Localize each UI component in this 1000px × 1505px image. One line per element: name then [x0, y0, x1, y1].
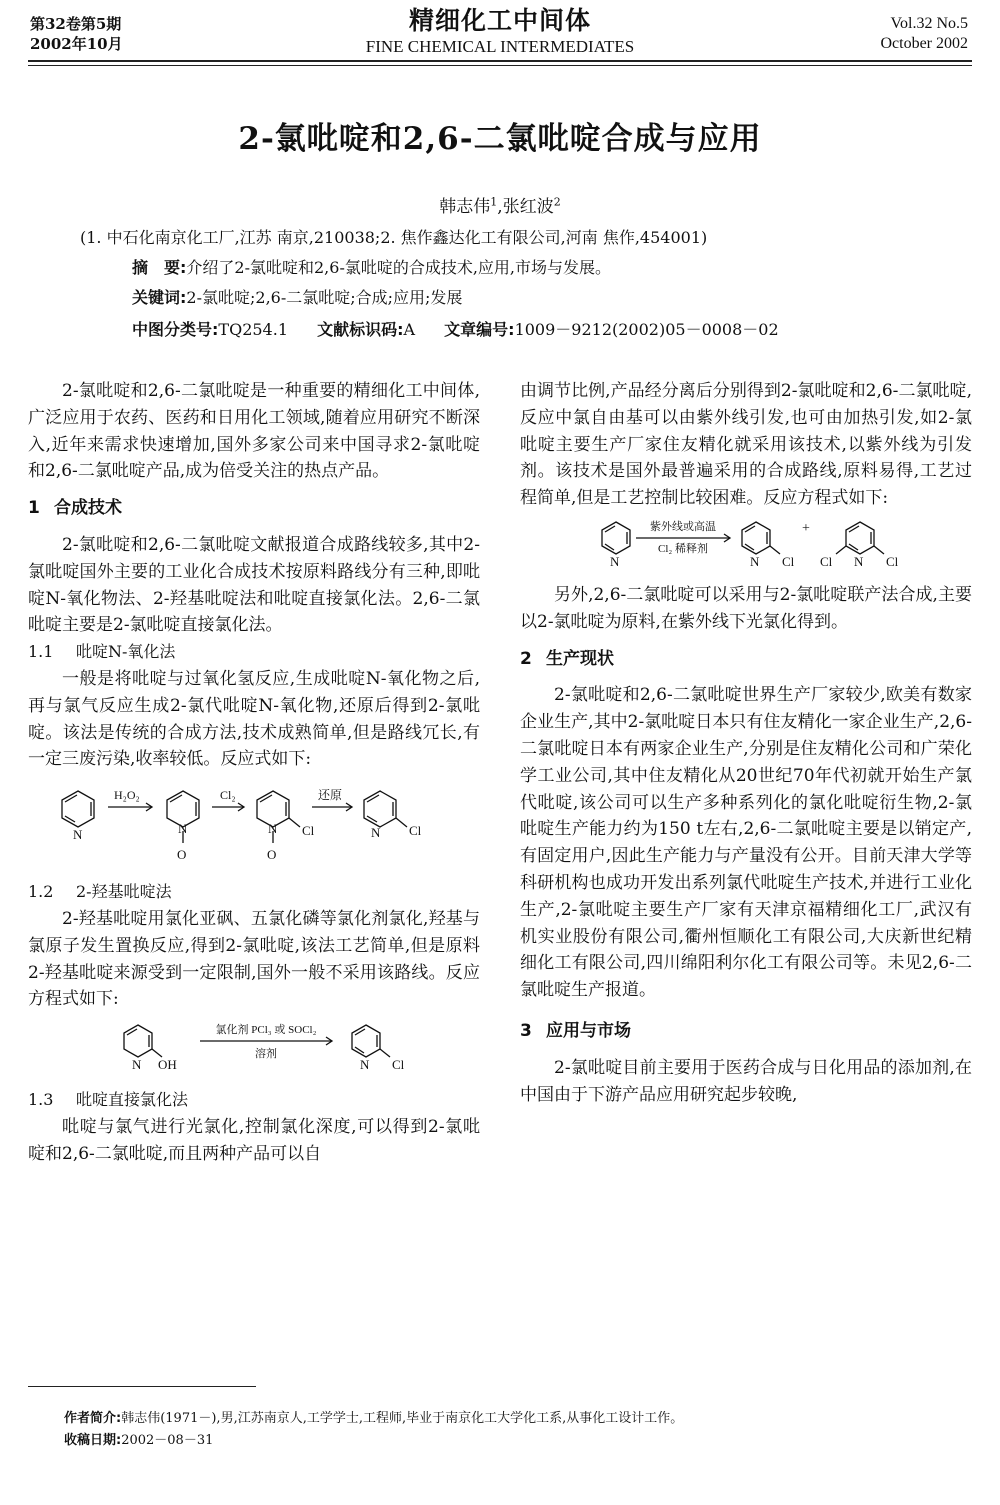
section-1-2-paragraph: 2-羟基吡啶用氯化亚砜、五氯化磷等氯化剂氯化,羟基与氯原子发生置换反应,得到2-氯吡啶,该法工艺简单,但是原料2-羟基吡啶来源受到一定限制,国外一般不采用该路线。反应方程式如下: — [28, 908, 480, 1010]
section-1-title: 合成技术 — [54, 498, 122, 519]
classification — [132, 318, 779, 342]
clc-label: 中图分类号: — [132, 320, 219, 339]
date-en: October 2002 — [880, 35, 968, 52]
section-1-3-heading — [28, 1087, 480, 1114]
section-1-heading — [28, 495, 480, 522]
section-1-2-heading — [28, 879, 480, 906]
reagent-solvent: 溶剂 — [255, 1048, 277, 1061]
section-1-3-paragraph: 吡啶与氯气进行光氯化,控制氯化深度,可以得到2-氯吡啶和2,6-二氯吡啶,而且两种产品可以自 — [28, 1116, 480, 1164]
n-atom-4: N — [371, 825, 381, 841]
footnote — [64, 1408, 683, 1452]
journal-volume-en — [880, 14, 968, 54]
section-1-paragraph: 2-氯吡啶和2,6-二氯吡啶文献报道合成路线较多,其中2-氯吡啶国外主要的工业化合成技术按原料路线分有三种,即吡啶N-氧化物法、2-羟基吡啶法和吡啶直接氯化法。2,6-二氯吡啶主要是2-氯吡啶直接氯化法。 — [28, 534, 480, 636]
continued-paragraph: 由调节比例,产品经分离后分别得到2-氯吡啶和2,6-二氯吡啶,反应中氯自由基可以由紫外线引发,也可由加热引发,如2-氯吡啶主要生产厂家住友精化就采用该技术,以紫外线为引发剂。该技术是国外最普遍采用的合成路线,原料易得,工艺过程简单,但是工艺控制比较困难。反应方程式如下: — [520, 381, 972, 509]
n-atom-6: N — [360, 1057, 370, 1073]
journal-name-en: FINE CHEMICAL INTERMEDIATES — [365, 37, 635, 56]
doc-code-value: A — [403, 320, 416, 339]
cl-atom-6: Cl — [886, 553, 899, 569]
right-column — [520, 378, 972, 1108]
after-reaction-paragraph: 另外,2,6-二氯吡啶可以采用与2-氯吡啶联产法合成,主要以2-氯吡啶为原料,在紫外线下光氯化得到。 — [520, 584, 972, 632]
reagent-h2o2: H₂O₂ — [114, 788, 140, 803]
received-date — [64, 1430, 683, 1452]
affiliation: (1. 中石化南京化工厂,江苏 南京,210038;2. 焦作鑫达化工有限公司,河南 焦作,454001) — [80, 228, 708, 247]
section-2-paragraph: 2-氯吡啶和2,6-二氯吡啶世界生产厂家较少,欧美有数家企业生产,其中2-氯吡啶日本只有住友精化一家企业生产,2,6-二氯吡啶日本有两家企业生产,分别是住友精化公司和广荣化学工业公司,其中住友精化从20世纪70年代初就开始生产氯代吡啶,该公司可以生产多种系列化的氯化吡啶衍生物,2-氯吡啶生产能力约为150 t左右,2,6-二氯吡啶主要是以销定产,有固定用户,因此生产能力与产量没有公开。目前天津大学等科研机构也成功开发出系列氯代吡啶生产技术,并进行工业化生产,2-氯吡啶主要生产厂家有天津京福精细化工厂,武汉有机实业股份有限公司,衢州恒顺化工有限公司,大庆新世纪精细化工有限公司,四川绵阳利尔化工有限公司等。未见2,6-二氯吡啶生产报道。 — [520, 685, 972, 1001]
cl-atom-2: Cl — [409, 823, 422, 839]
reaction-scheme-n-oxide — [28, 777, 480, 875]
n-atom-7: N — [610, 553, 620, 569]
reaction-scheme-direct-chlorination — [520, 516, 972, 578]
o-atom-2: O — [267, 847, 277, 863]
section-3-number: 3 — [520, 1020, 532, 1041]
section-1-2-number: 1.2 — [28, 882, 54, 902]
n-atom-3: N — [268, 821, 278, 837]
n-atom-1: N — [73, 827, 83, 843]
n-atom-8: N — [750, 553, 760, 569]
received-date-value: 2002－08－31 — [121, 1433, 214, 1448]
article-no-label: 文章编号: — [444, 320, 515, 339]
plus-sign: + — [802, 520, 810, 536]
keywords-text: 2-氯吡啶;2,6-二氯吡啶;合成;应用;发展 — [186, 288, 463, 307]
section-2-title: 生产现状 — [546, 648, 614, 669]
oh-group: OH — [158, 1057, 177, 1073]
author-bio — [64, 1408, 683, 1430]
section-2-heading — [520, 646, 972, 673]
reagent-cl2: Cl₂ — [220, 788, 236, 803]
section-3-title: 应用与市场 — [546, 1020, 631, 1041]
section-2-number: 2 — [520, 648, 532, 669]
n-atom-9: N — [854, 553, 864, 569]
intro-paragraph: 2-氯吡啶和2,6-二氯吡啶是一种重要的精细化工中间体,广泛应用于农药、医药和日用化工领域,随着应用研究不断深入,近年来需求快速增加,国外多家公司来中国寻求2-氯吡啶和2,6-二氯吡啶产品,成为倍受关注的热点产品。 — [28, 381, 480, 482]
section-3-heading — [520, 1018, 972, 1045]
reagent-chlorinating-agent: 氯化剂 PCl₃ 或 SOCl₂ — [215, 1024, 317, 1037]
journal-name — [0, 6, 1000, 58]
abstract-text: 介绍了2-氯吡啶和2,6-氯吡啶的合成技术,应用,市场与发展。 — [186, 258, 612, 277]
author-2-sup: 2 — [553, 195, 561, 209]
cl-atom-1: Cl — [302, 823, 315, 839]
section-1-3-title: 吡啶直接氯化法 — [76, 1090, 189, 1110]
n-atom-5: N — [132, 1057, 142, 1073]
volume-issue-cn: 第32卷第5期 — [30, 15, 122, 33]
o-atom-1: O — [177, 847, 187, 863]
author-1-sup: 1 — [490, 195, 498, 209]
section-1-number: 1 — [28, 498, 40, 519]
received-date-label: 收稿日期: — [64, 1433, 122, 1448]
n-atom-2: N — [178, 821, 188, 837]
section-1-1-heading — [28, 639, 480, 666]
author-1: 韩志伟 — [439, 197, 491, 217]
cl-atom-5: Cl — [820, 553, 833, 569]
volume-issue-en: Vol.32 No.5 — [890, 15, 968, 32]
reagent-reduction: 还原 — [318, 788, 343, 803]
footnote-rule — [28, 1386, 256, 1387]
article-title: 2-氯吡啶和2,6-二氯吡啶合成与应用 — [238, 121, 762, 157]
authors — [0, 192, 1000, 217]
cl-atom-4: Cl — [782, 553, 795, 569]
article-no-value: 1009－9212(2002)05－0008－02 — [514, 320, 779, 339]
reagent-cl2-diluent: Cl₂ 稀释剂 — [658, 542, 708, 555]
author-sep: , — [497, 197, 503, 217]
reagent-uv-heat: 紫外线或高温 — [650, 520, 716, 533]
keywords-label: 关键词: — [132, 288, 187, 307]
abstract-label: 摘 要: — [132, 258, 187, 277]
section-1-1-number: 1.1 — [28, 642, 54, 662]
date-cn: 2002年10月 — [30, 35, 123, 53]
author-bio-label: 作者简介: — [64, 1411, 122, 1426]
section-1-1-paragraph: 一般是将吡啶与过氧化氢反应,生成吡啶N-氧化物之后,再与氯气反应生成2-氯代吡啶N-氧化物,还原后得到2-氯吡啶。该法是传统的合成方法,技术成熟简单,但是路线冗长,有一定三废污染,收率较低。反应式如下: — [28, 668, 480, 770]
abstract — [132, 256, 611, 280]
header-rule-2 — [28, 65, 972, 66]
section-3-paragraph: 2-氯吡啶目前主要用于医药合成与日化用品的添加剂,在中国由于下游产品应用研究起步较晚, — [520, 1057, 972, 1105]
reaction-scheme-hydroxypyridine — [28, 1017, 480, 1083]
section-1-2-title: 2-羟基吡啶法 — [76, 882, 172, 902]
doc-code-label: 文献标识码: — [317, 320, 404, 339]
cl-atom-3: Cl — [392, 1057, 405, 1073]
header-rule-1 — [28, 60, 972, 62]
author-2: 张红波 — [502, 197, 554, 217]
keywords — [132, 286, 462, 310]
left-column — [28, 378, 480, 1168]
clc-value: TQ254.1 — [218, 320, 288, 339]
author-bio-text: 韩志伟(1971－),男,江苏南京人,工学学士,工程师,毕业于南京化工大学化工系,从事化工设计工作。 — [121, 1411, 684, 1426]
journal-name-cn: 精细化工中间体 — [408, 6, 591, 35]
section-1-3-number: 1.3 — [28, 1090, 54, 1110]
section-1-1-title: 吡啶N-氧化法 — [76, 642, 176, 662]
